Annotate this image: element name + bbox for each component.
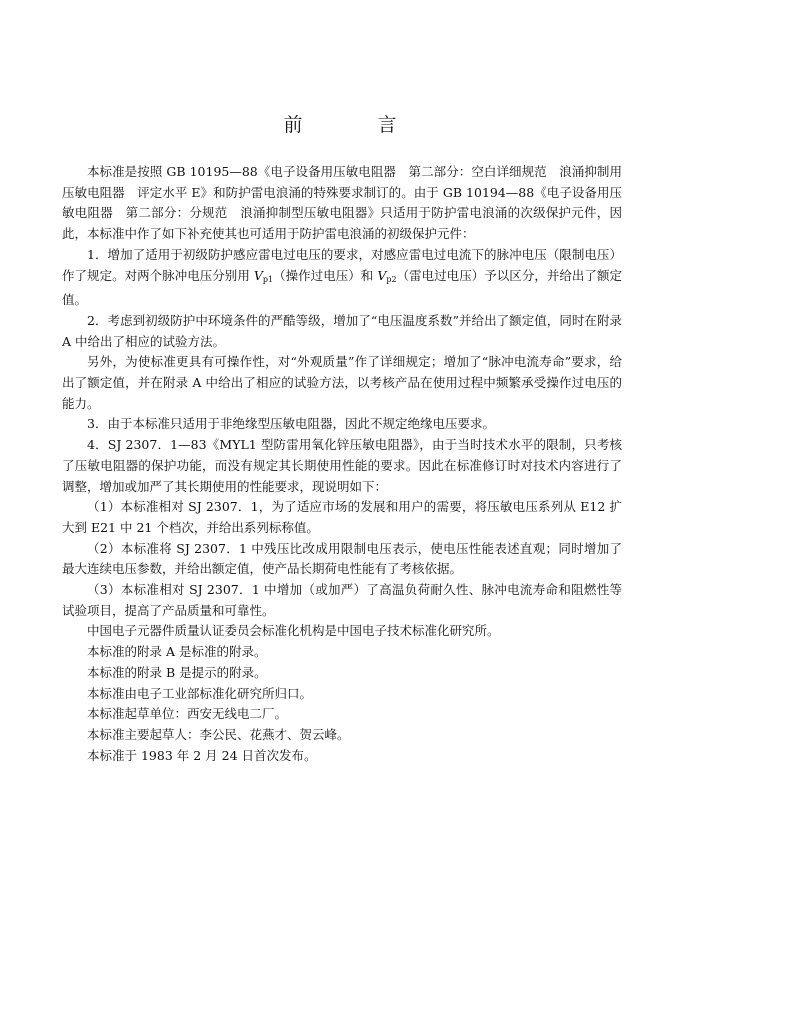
voltage-symbol-vp2: V	[377, 267, 387, 283]
item-1-text-before: 1．增加了适用于初级防护感应雷电过电压的要求，对感应雷电过电流下的脉冲电压（限制电压）作了规定。对两个脉冲电压分别用	[62, 246, 622, 283]
paragraph-subitem-3: （3）本标准相对 SJ 2307．1 中增加（或加严）了高温负荷耐久性、脉冲电流寿命和阻燃性等试验项目，提高了产品质量和可靠性。	[62, 582, 622, 618]
paragraph-item-4: 4．SJ 2307．1—83《MYL1 型防雷用氧化锌压敏电阻器》，由于当时技术水平的限制，只考核了压敏电阻器的保护功能，而没有规定其长期使用性能的要求。因此在标准修订时对技术内容进行了调整，增加或加严了其长期使用的性能要求，现说明如下：	[62, 437, 622, 494]
paragraph-first-release: 本标准于 1983 年 2 月 24 日首次发布。	[87, 747, 317, 763]
paragraph-committee: 中国电子元器件质量认证委员会标准化机构是中国电子技术标准化研究所。	[87, 623, 500, 639]
paragraph-intro: 本标准是按照 GB 10195—88《电子设备用压敏电阻器 第二部分：空白详细规范 浪涌抑制用压敏电阻器 评定水平 E》和防护雷电浪涌的特殊要求制订的。由于 GB 10194—88《电子设备用压敏电阻器 第二部分：分规范 浪涌抑制型压敏电阻器》只适用于防护雷电浪涌的次级保护元件，因此，本标准中作了如下补充使其也可适用于防护雷电浪涌的初级保护元件：	[62, 164, 622, 242]
paragraph-subitem-1: （1）本标准相对 SJ 2307．1，为了适应市场的发展和用户的需要，将压敏电压系列从 E12 扩大到 E21 中 21 个档次，并给出系列标称值。	[62, 499, 622, 535]
paragraph-appendix-b: 本标准的附录 B 是提示的附录。	[87, 664, 267, 680]
item-1-text-after: （雷电过电压）予以区分，并给出了额定值。	[62, 267, 622, 308]
paragraph-drafting-unit: 本标准起草单位：西安无线电二厂。	[87, 706, 288, 722]
page-title: 前 言	[283, 114, 425, 136]
paragraph-responsible-unit: 本标准由电子工业部标准化研究所归口。	[87, 685, 313, 701]
voltage-symbol-vp1: V	[253, 267, 263, 283]
paragraph-item-3: 3．由于本标准只适用于非绝缘型压敏电阻器，因此不规定绝缘电压要求。	[87, 416, 495, 432]
paragraph-item-1	[62, 245, 622, 311]
document-body	[62, 162, 622, 766]
voltage-subscript-p2: p2	[386, 274, 397, 284]
paragraph-appendix-a: 本标准的附录 A 是标准的附录。	[87, 644, 267, 660]
voltage-subscript-p1: p1	[262, 274, 274, 284]
item-1-text-middle: （操作过电压）和	[273, 267, 378, 283]
paragraph-drafters: 本标准主要起草人：李公民、花燕才、贺云峰。	[87, 726, 350, 742]
paragraph-additional: 另外，为使标准更具有可操作性，对“外观质量”作了详细规定；增加了“脉冲电流寿命”要求，给出了额定值，并在附录 A 中给出了相应的试验方法，以考核产品在使用过程中频繁承受操作过电压的能力。	[62, 354, 622, 411]
paragraph-subitem-2: （2）本标准将 SJ 2307．1 中残压比改成用限制电压表示，使电压性能表述直观；同时增加了最大连续电压参数，并给出额定值，使产品长期荷电性能有了考核依据。	[62, 540, 622, 577]
paragraph-item-2: 2．考虑到初级防护中环境条件的严酷等级，增加了“电压温度系数”并给出了额定值，同时在附录 A 中给出了相应的试验方法。	[62, 312, 622, 349]
